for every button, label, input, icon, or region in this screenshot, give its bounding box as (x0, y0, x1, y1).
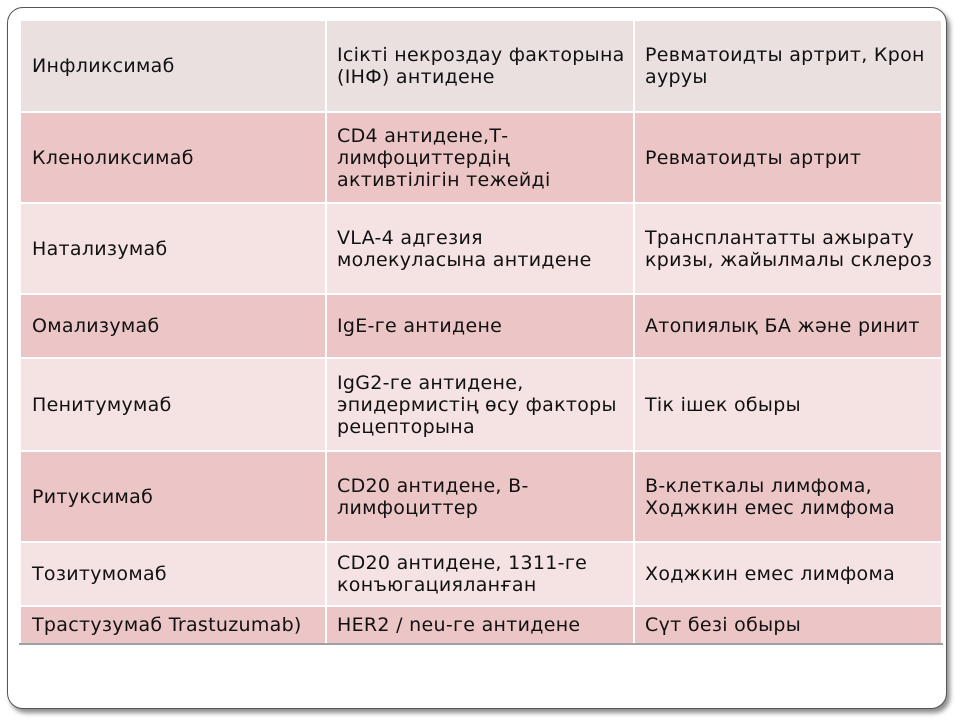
table-row (20, 294, 942, 358)
drug-cell: Инфликсимаб (20, 20, 326, 112)
target-cell: CD20 антидене, В-лимфоциттер (326, 451, 634, 542)
target-cell: HER2 / neu-ге антидене (326, 606, 634, 644)
indication-cell: Сүт безі обыры (634, 606, 942, 644)
drug-cell: Омализумаб (20, 294, 326, 358)
drug-cell: Ритуксимаб (20, 451, 326, 542)
target-cell: IgE-ге антидене (326, 294, 634, 358)
indication-cell: Трансплантатты ажырату кризы, жайылмалы склероз (634, 203, 942, 294)
indication-cell: Тік ішек обыры (634, 358, 942, 451)
table-row (20, 358, 942, 451)
indication-cell: Атопиялық БА және ринит (634, 294, 942, 358)
target-cell: Ісікті некроздау факторына (ІНФ) антидене (326, 20, 634, 112)
table-row (20, 606, 942, 644)
table-row (20, 20, 942, 112)
target-cell: CD20 антидене, 1311-ге конъюгацияланған (326, 542, 634, 606)
table-row (20, 203, 942, 294)
drug-cell: Тозитумомаб (20, 542, 326, 606)
indication-cell: Ревматоидты артрит, Крон ауруы (634, 20, 942, 112)
table-row (20, 112, 942, 203)
drug-cell: Натализумаб (20, 203, 326, 294)
target-cell: VLA-4 адгезия молекуласына антидене (326, 203, 634, 294)
indication-cell: В-клеткалы лимфома, Ходжкин емес лимфома (634, 451, 942, 542)
table-row (20, 451, 942, 542)
target-cell: IgG2-ге антидене, эпидермистің өсу факторы рецепторына (326, 358, 634, 451)
drug-cell: Кленоликсимаб (20, 112, 326, 203)
indication-cell: Ревматоидты артрит (634, 112, 942, 203)
table-row (20, 542, 942, 606)
indication-cell: Ходжкин емес лимфома (634, 542, 942, 606)
target-cell: СD4 антидене,Т-лимфоциттердің активтілігін тежейді (326, 112, 634, 203)
antibody-table (19, 19, 943, 645)
drug-cell: Пенитумумаб (20, 358, 326, 451)
drug-cell: Трастузумаб Trastuzumab) (20, 606, 326, 644)
